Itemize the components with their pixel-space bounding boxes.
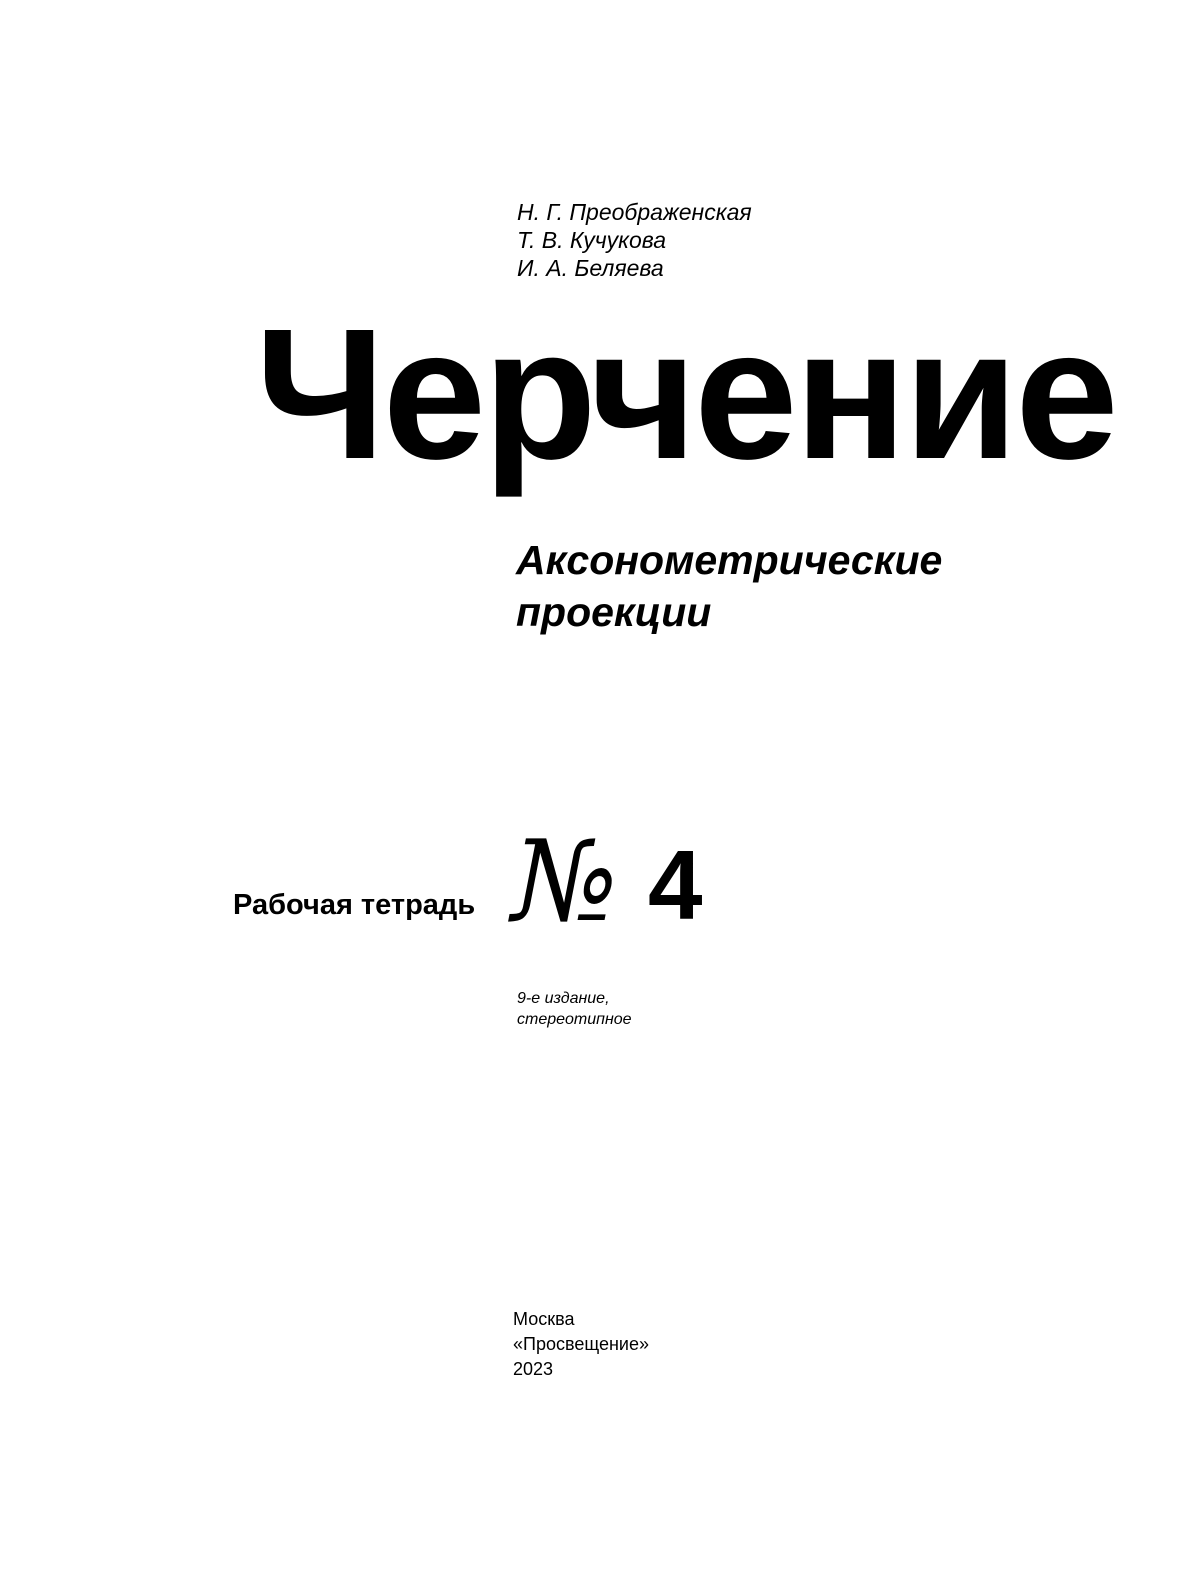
imprint-year: 2023 <box>513 1359 554 1379</box>
number-sign: № <box>512 817 618 947</box>
book-title: Черчение <box>255 291 1116 498</box>
workbook-label: Рабочая тетрадь <box>233 889 476 921</box>
author-name: Т. В. Кучукова <box>517 227 667 253</box>
author-name: И. А. Беляева <box>517 255 664 281</box>
author-name: Н. Г. Преображенская <box>517 199 752 225</box>
subtitle-line: Аксонометрические <box>516 537 943 583</box>
imprint-block <box>513 1307 649 1382</box>
workbook-number: 4 <box>648 830 703 940</box>
imprint-publisher: «Просвещение» <box>513 1334 649 1354</box>
subtitle-line: проекции <box>516 589 712 635</box>
edition-line: стереотипное <box>517 1011 632 1028</box>
edition-note <box>517 988 632 1030</box>
book-subtitle <box>516 534 942 638</box>
imprint-city: Москва <box>513 1309 575 1329</box>
authors-block <box>517 198 752 282</box>
edition-line: 9-е издание, <box>517 990 610 1007</box>
